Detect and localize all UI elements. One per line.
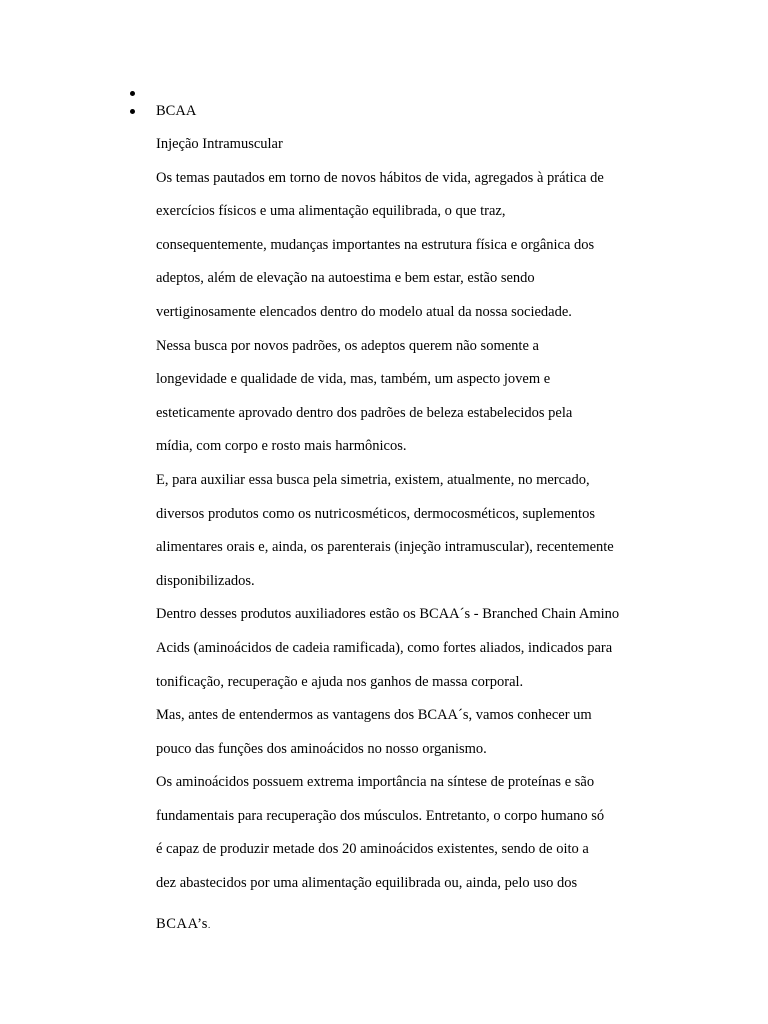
body-line: Acids (aminoácidos de cadeia ramificada), como fortes aliados, indicados para [156, 639, 613, 656]
document-subtitle: Injeção Intramuscular [156, 136, 283, 152]
final-line [156, 916, 211, 933]
body-line: é capaz de produzir metade dos 20 aminoácidos existentes, sendo de oito a [156, 841, 589, 858]
body-line: exercícios físicos e uma alimentação equilibrada, o que traz, [156, 203, 506, 220]
body-line: dez abastecidos por uma alimentação equilibrada ou, ainda, pelo uso dos [156, 875, 578, 892]
body-line: Os temas pautados em torno de novos hábitos de vida, agregados à prática de [156, 169, 604, 186]
body-line: esteticamente aprovado dentro dos padrões de beleza estabelecidos pela [156, 404, 573, 421]
body-line: E, para auxiliar essa busca pela simetria, existem, atualmente, no mercado, [156, 471, 590, 488]
body-line: mídia, com corpo e rosto mais harmônicos. [156, 438, 407, 455]
body-line: Dentro desses produtos auxiliadores estão os BCAA´s - Branched Chain Amino [156, 606, 620, 623]
body-line: longevidade e qualidade de vida, mas, também, um aspecto jovem e [156, 371, 551, 388]
body-line: vertiginosamente elencados dentro do modelo atual da nossa sociedade. [156, 303, 572, 320]
final-line-text: BCAA’s [156, 916, 208, 932]
bullet-dot-icon [130, 91, 135, 96]
document-title: BCAA [156, 102, 197, 119]
body-line: consequentemente, mudanças importantes na estrutura física e orgânica dos [156, 236, 595, 253]
body-line: Os aminoácidos possuem extrema importância na síntese de proteínas e são [156, 774, 595, 791]
bullet-dot-icon [130, 109, 135, 114]
body-line: Nessa busca por novos padrões, os adeptos querem não somente a [156, 337, 539, 354]
body-line: adeptos, além de elevação na autoestima e bem estar, estão sendo [156, 270, 535, 287]
body-line: tonificação, recuperação e ajuda nos ganhos de massa corporal. [156, 673, 524, 690]
document-body [156, 134, 716, 897]
body-line: pouco das funções dos aminoácidos no nosso organismo. [156, 740, 487, 757]
body-line: fundamentais para recuperação dos músculos. Entretanto, o corpo humano só [156, 807, 605, 824]
body-line: disponibilizados. [156, 572, 255, 589]
final-line-period: . [207, 920, 211, 930]
body-line: alimentares orais e, ainda, os parenterais (injeção intramuscular), recentemente [156, 539, 614, 556]
body-line: diversos produtos como os nutricosméticos, dermocosméticos, suplementos [156, 505, 595, 522]
body-line: Mas, antes de entendermos as vantagens dos BCAA´s, vamos conhecer um [156, 707, 592, 724]
